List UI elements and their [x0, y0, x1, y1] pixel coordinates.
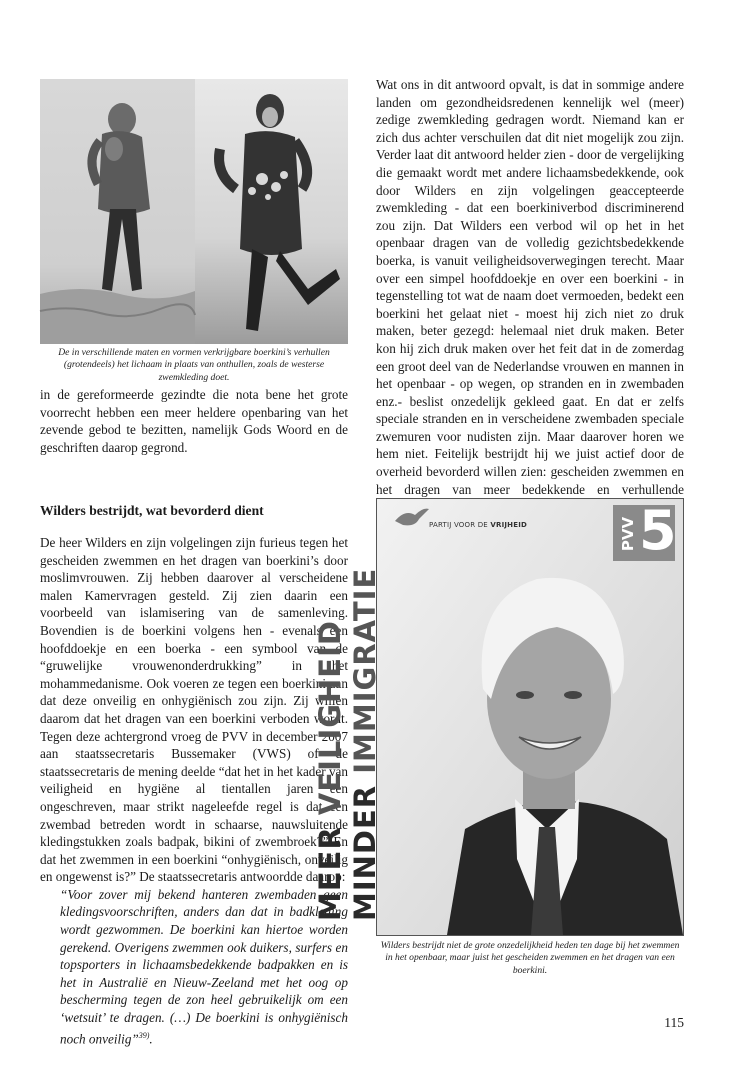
- intro-paragraph: in de gereformeerde gezindte die nota bene het grote voorrecht hebben een meer heldere openbaring van het zevende gebod te bezitten, namelijk Gods Woord en de geschriften daarop gegrond.: [40, 387, 348, 455]
- pvv-poster: [313, 498, 684, 936]
- quote-text: “Voor zover mij bekend hanteren zwembaden geen kledingsvoorschriften, anders dan dat in badkleding wordt gezwommen. De boerkini kan hiertoe worden gerekend. Overigens zwemmen ook duikers, surfers en topsporters in lichaamsbedekkende badpakken en is het in Australië en Nieuw-Zeeland met het oog op bescherming tegen de zon heel gebruikelijk om een ‘wetsuit’ te dragen. (…) De boerkini is onhygiënisch noch onveilig”: [60, 886, 348, 1047]
- party-logo: [391, 507, 581, 533]
- section-body: De heer Wilders en zijn volgelingen zijn furieus tegen het gescheiden zwemmen en het dragen van boerkini’s door moslimvrouwen. Zij hebben daarover al verscheidene malen Kamervragen gesteld. Zij zien daarin een voorbeeld van islamisering van de samenleving. Bovendien is de boerkini volgens hen - evenals een hoofddoekje en een boerka - een symbool van de “gruwelijke vrouwenonderdrukking” in het mohammedanisme. Ook voeren ze tegen een boerkini aan dat deze onveilig en onhygiënisch zou zijn. Zij willen daarom dat het dragen van een boerkini verboden wordt. Tegen deze achtergrond vroeg de PVV in december 2007 aan staatssecretaris Bussemaker (VWS) of de staatssecretaris de mening deelde “dat het in het kader van veiligheid en hygiëne al tientallen jaren een ongeschreven, maar strikt nageleefde regel is dat een zwembad betreden wordt in schaarse, nauwsluitende kledingstukken zoals badpak, bikini of zwembroek?” En dat het zwemmen in een boerkini “onhygiënisch, onveilig en ongewenst is?” De staatssecretaris antwoordde daarop:: [40, 535, 348, 885]
- page-number: 115: [664, 1015, 684, 1030]
- slogan-line-1-bold: MEER: [313, 826, 347, 921]
- poster-caption: Wilders bestrijdt niet de grote onzedelijkheid heden ten dage bij het zwemmen in het openbaar, maar juist het gescheiden zwemmen en het dragen van een boerkini.: [380, 940, 680, 976]
- slogan: [313, 567, 385, 921]
- dove-icon: [393, 507, 431, 534]
- slogan-line-2-rest: IMMIGRATIE: [348, 567, 382, 774]
- block-quote: [40, 886, 348, 1048]
- boerkini-photo: [40, 79, 348, 344]
- photo-caption: De in verschillende maten en vormen verkrijgbare boerkini’s verhullen (grotendeels) het lichaam in plaats van onthullen, zoals de westerse zwemkleding doet.: [58, 347, 330, 383]
- quote-end: .: [149, 1031, 153, 1047]
- party-abbrev: PVV: [619, 516, 638, 552]
- quote-footnote: 39): [138, 1030, 150, 1040]
- slogan-line-2-bold: MINDER: [348, 784, 382, 921]
- party-name: [429, 521, 527, 529]
- slogan-line-1: [314, 620, 346, 921]
- pvv-number-box: [613, 499, 677, 562]
- party-name-bold: VRIJHEID: [490, 521, 528, 529]
- section-body-block: [40, 534, 348, 1048]
- party-name-prefix: PARTIJ VOOR DE: [429, 521, 491, 529]
- slogan-line-2: [349, 568, 381, 921]
- slogan-line-1-rest: VEILIGHEID: [313, 620, 347, 816]
- portrait-illustration: [377, 499, 683, 935]
- boerkini-photo-illustration: [40, 79, 348, 344]
- section-heading: Wilders bestrijdt, wat bevorderd dient: [40, 503, 264, 518]
- right-paragraph: Wat ons in dit antwoord opvalt, is dat in sommige andere landen om gezondheidsredenen kennelijk wel (meer) zedige zwemkleding gedragen wordt. Niemand kan er zich dus achter verschuilen dat dit niet mogelijk zou zijn. Verder laat dit antwoord helder zien - door de vergelijking die gemaakt wordt met andere lichaamsbedekkende, ook door Wilders en zijn volgelingen geaccepteerde zwemkleding - dat een boerkiniverbod discriminerend zou zijn. Dat Wilders een verbod wil op het in het openbaar dragen van de volledig gezichtsbedekkende boerka, is vanuit veiligheidsoverwegingen terecht. Maar over een simpel hoofddoekje en over een boerkini - in tegenstelling tot wat de naam doet vermoeden, bedekt een boerkini het gelaat niet - moest hij zich niet zo druk maken, beter gezegd: helemaal niet druk maken. Beter kon hij zich druk maken over het feit dat in de zomerdag een groot deel van de Nederlandse vrouwen en mannen in het openbaar - op wegen, op stranden en in zwembaden enz.- beslist onzedelijk gekleed gaat. En dat er zelfs speciale stranden en in verscheidene zwembaden speciale zwemuren voor nudisten zijn. Maar daarover horen we hem niet. Feitelijk bestrijdt hij we juist actief door de overheid bevorderd willen zien: gescheiden zwemmen en het dragen van meer bedekkende en verhullende: [376, 77, 684, 497]
- list-number: 5: [639, 499, 677, 562]
